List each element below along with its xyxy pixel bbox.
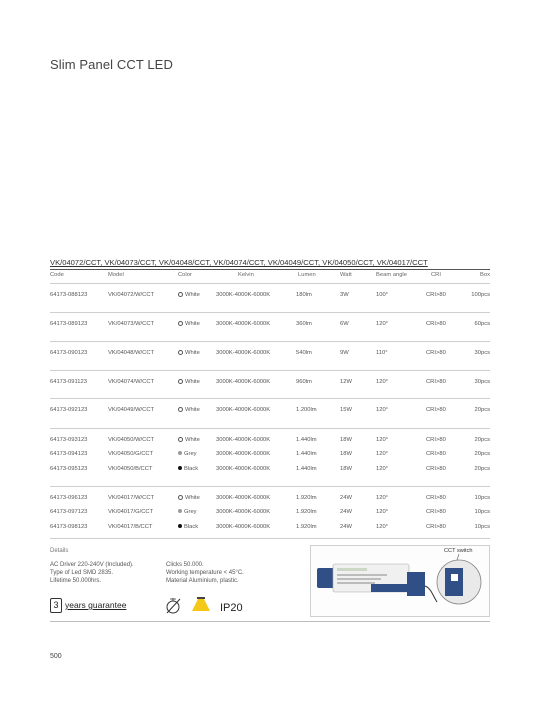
white-color-swatch-icon xyxy=(178,292,183,297)
driver-photo-illustration xyxy=(311,546,489,616)
col-header-cri: CRI xyxy=(431,272,441,278)
black-color-swatch-icon xyxy=(178,524,182,528)
table-row-divider xyxy=(50,341,490,342)
cell-cri: CRI>80 xyxy=(426,437,446,443)
cell-color xyxy=(178,350,200,356)
cell-lumen: 1.440lm xyxy=(296,451,317,457)
cell-box: 10pcs xyxy=(474,524,490,530)
cell-watt: 24W xyxy=(340,524,352,530)
ip-rating: IP20 xyxy=(220,602,243,614)
color-name: White xyxy=(185,321,200,328)
cell-watt: 24W xyxy=(340,495,352,501)
cell-box: 20pcs xyxy=(474,466,490,472)
table-row xyxy=(50,437,490,446)
cell-code: 64173-089123 xyxy=(50,321,88,327)
cell-model: VK/04017/W/CCT xyxy=(108,495,155,501)
detail-driver: AC Driver 220-240V (Included). xyxy=(50,562,134,568)
color-name: Black xyxy=(184,524,199,530)
cell-lumen: 1.920lm xyxy=(296,509,317,515)
cell-beam: 120° xyxy=(376,321,388,327)
white-color-swatch-icon xyxy=(178,495,183,500)
detail-lifetime: Lifetime 50.000hrs. xyxy=(50,578,102,584)
cell-model: VK/04049/W/CCT xyxy=(108,407,155,413)
table-row-divider xyxy=(50,486,490,487)
cell-color xyxy=(178,379,200,385)
grey-color-swatch-icon xyxy=(178,451,182,455)
cell-color xyxy=(178,451,197,457)
cell-color xyxy=(178,466,198,472)
table-row xyxy=(50,509,490,518)
col-header-model: Model xyxy=(108,272,124,278)
cell-lumen: 540lm xyxy=(296,350,312,356)
cell-watt: 6W xyxy=(340,321,349,327)
cell-cri: CRI>80 xyxy=(426,509,446,515)
bottom-divider xyxy=(50,621,490,622)
cell-cri: CRI>80 xyxy=(426,466,446,472)
grey-color-swatch-icon xyxy=(178,509,182,513)
cell-watt: 24W xyxy=(340,509,352,515)
cell-kelvin: 3000K-4000K-6000K xyxy=(216,524,271,530)
detail-temperature: Working temperature < 45°C. xyxy=(166,570,244,576)
cell-cri: CRI>80 xyxy=(426,292,446,298)
cell-kelvin: 3000K-4000K-6000K xyxy=(216,321,271,327)
table-row xyxy=(50,524,490,533)
cell-model: VK/04050/W/CCT xyxy=(108,437,155,443)
cell-box: 100pcs xyxy=(471,292,490,298)
table-row xyxy=(50,350,490,359)
cell-lumen: 360lm xyxy=(296,321,312,327)
cell-kelvin: 3000K-4000K-6000K xyxy=(216,509,271,515)
table-row xyxy=(50,379,490,388)
cell-box: 20pcs xyxy=(474,437,490,443)
cell-color xyxy=(178,437,200,443)
color-name: Grey xyxy=(184,451,197,457)
cell-cri: CRI>80 xyxy=(426,321,446,327)
white-color-swatch-icon xyxy=(178,407,183,412)
cell-lumen: 1.440lm xyxy=(296,437,317,443)
no-dimming-icon xyxy=(164,596,184,616)
table-row-divider xyxy=(50,398,490,399)
details-left-column xyxy=(50,561,134,585)
white-color-swatch-icon xyxy=(178,321,183,326)
cell-beam: 120° xyxy=(376,466,388,472)
color-name: Black xyxy=(184,466,199,472)
cell-code: 64173-096123 xyxy=(50,495,88,501)
cell-model: VK/04048/W/CCT xyxy=(108,350,155,356)
cell-code: 64173-093123 xyxy=(50,437,88,443)
table-row xyxy=(50,466,490,475)
cell-beam: 120° xyxy=(376,451,388,457)
table-row-divider xyxy=(50,370,490,371)
cell-kelvin: 3000K-4000K-6000K xyxy=(216,407,271,413)
detail-material: Material Aluminium, plastic. xyxy=(166,578,239,584)
cell-box: 30pcs xyxy=(474,350,490,356)
beam-light-icon xyxy=(190,596,212,612)
table-row-divider xyxy=(50,428,490,429)
cell-lumen: 1.200lm xyxy=(296,407,317,413)
cell-model: VK/04017/G/CCT xyxy=(108,509,154,515)
cell-model: VK/04050/G/CCT xyxy=(108,451,154,457)
cell-code: 64173-094123 xyxy=(50,451,88,457)
cell-code: 64173-098123 xyxy=(50,524,88,530)
cell-kelvin: 3000K-4000K-6000K xyxy=(216,350,271,356)
cell-box: 30pcs xyxy=(474,379,490,385)
cell-kelvin: 3000K-4000K-6000K xyxy=(216,451,271,457)
color-name: White xyxy=(185,407,200,414)
color-name: Grey xyxy=(184,509,197,515)
cell-kelvin: 3000K-4000K-6000K xyxy=(216,466,271,472)
cell-model: VK/04017/B/CCT xyxy=(108,524,153,530)
cell-cri: CRI>80 xyxy=(426,495,446,501)
cell-color xyxy=(178,509,197,515)
color-name: White xyxy=(185,350,200,357)
col-header-lumen: Lumen xyxy=(298,272,316,278)
cell-beam: 120° xyxy=(376,379,388,385)
cell-model: VK/04050/B/CCT xyxy=(108,466,153,472)
cell-lumen: 960lm xyxy=(296,379,312,385)
model-list-heading: VK/04072/CCT, VK/04073/CCT, VK/04048/CCT, VK/04074/CCT, VK/04049/CCT, VK/04050/CCT, VK/04017/CCT xyxy=(50,258,490,270)
col-header-code: Code xyxy=(50,272,64,278)
col-header-kelvin: Kelvin xyxy=(238,272,254,278)
page-number: 500 xyxy=(50,653,62,660)
cell-color xyxy=(178,292,200,298)
guarantee-text: years guarantee xyxy=(65,600,127,610)
cell-code: 64173-095123 xyxy=(50,466,88,472)
page-title: Slim Panel CCT LED xyxy=(50,57,173,72)
white-color-swatch-icon xyxy=(178,437,183,442)
white-color-swatch-icon xyxy=(178,379,183,384)
table-row-divider xyxy=(50,312,490,313)
cell-beam: 110° xyxy=(376,350,388,356)
cell-beam: 120° xyxy=(376,524,388,530)
col-header-watt: Watt xyxy=(340,272,352,278)
cell-lumen: 1.920lm xyxy=(296,495,317,501)
table-row xyxy=(50,407,490,416)
cell-watt: 3W xyxy=(340,292,349,298)
table-row-divider xyxy=(50,538,490,539)
cct-switch-label: CCT switch xyxy=(444,548,473,554)
table-row xyxy=(50,451,490,460)
details-label: Details xyxy=(50,548,69,554)
cell-kelvin: 3000K-4000K-6000K xyxy=(216,437,271,443)
cell-box: 10pcs xyxy=(474,495,490,501)
cell-beam: 100° xyxy=(376,292,388,298)
cell-cri: CRI>80 xyxy=(426,350,446,356)
color-name: White xyxy=(185,437,200,444)
details-right-column xyxy=(166,561,244,585)
cell-cri: CRI>80 xyxy=(426,379,446,385)
cell-watt: 18W xyxy=(340,451,352,457)
cell-code: 64173-091123 xyxy=(50,379,87,385)
black-color-swatch-icon xyxy=(178,466,182,470)
guarantee-badge xyxy=(50,597,126,613)
cell-code: 64173-097123 xyxy=(50,509,88,515)
cell-watt: 15W xyxy=(340,407,352,413)
cell-beam: 120° xyxy=(376,407,388,413)
color-name: White xyxy=(185,292,200,299)
cell-kelvin: 3000K-4000K-6000K xyxy=(216,495,271,501)
driver-product-photo xyxy=(310,545,490,617)
cell-box: 20pcs xyxy=(474,451,490,457)
table-row xyxy=(50,321,490,330)
cell-lumen: 180lm xyxy=(296,292,312,298)
table-row xyxy=(50,292,490,301)
cell-kelvin: 3000K-4000K-6000K xyxy=(216,379,271,385)
cell-lumen: 1.920lm xyxy=(296,524,317,530)
cell-code: 64173-088123 xyxy=(50,292,88,298)
cell-color xyxy=(178,321,200,327)
cell-color xyxy=(178,495,200,501)
cell-color xyxy=(178,407,200,413)
cell-cri: CRI>80 xyxy=(426,451,446,457)
cell-box: 10pcs xyxy=(474,509,490,515)
cell-lumen: 1.440lm xyxy=(296,466,317,472)
cell-cri: CRI>80 xyxy=(426,524,446,530)
table-row xyxy=(50,495,490,504)
cell-watt: 12W xyxy=(340,379,352,385)
cell-box: 60pcs xyxy=(474,321,490,327)
table-header-row xyxy=(50,272,490,281)
col-header-beam-angle: Beam angle xyxy=(376,272,407,278)
color-name: White xyxy=(185,495,200,502)
detail-led-type: Type of Led SMD 2835. xyxy=(50,570,114,576)
cell-model: VK/04074/W/CCT xyxy=(108,379,155,385)
cell-box: 20pcs xyxy=(474,407,490,413)
col-header-box: Box xyxy=(480,272,490,278)
col-header-color: Color xyxy=(178,272,192,278)
guarantee-years-number: 3 xyxy=(50,598,62,613)
cell-code: 64173-090123 xyxy=(50,350,88,356)
cell-model: VK/04072/W/CCT xyxy=(108,292,155,298)
table-row-divider xyxy=(50,283,490,284)
cell-kelvin: 3000K-4000K-6000K xyxy=(216,292,271,298)
cell-watt: 18W xyxy=(340,437,352,443)
cell-code: 64173-092123 xyxy=(50,407,88,413)
detail-clicks: Clicks 50.000. xyxy=(166,562,204,568)
cell-beam: 120° xyxy=(376,437,388,443)
cell-watt: 18W xyxy=(340,466,352,472)
cell-model: VK/04073/W/CCT xyxy=(108,321,155,327)
color-name: White xyxy=(185,379,200,386)
cell-cri: CRI>80 xyxy=(426,407,446,413)
cell-beam: 120° xyxy=(376,495,388,501)
cell-beam: 120° xyxy=(376,509,388,515)
cell-color xyxy=(178,524,198,530)
cell-watt: 9W xyxy=(340,350,349,356)
white-color-swatch-icon xyxy=(178,350,183,355)
